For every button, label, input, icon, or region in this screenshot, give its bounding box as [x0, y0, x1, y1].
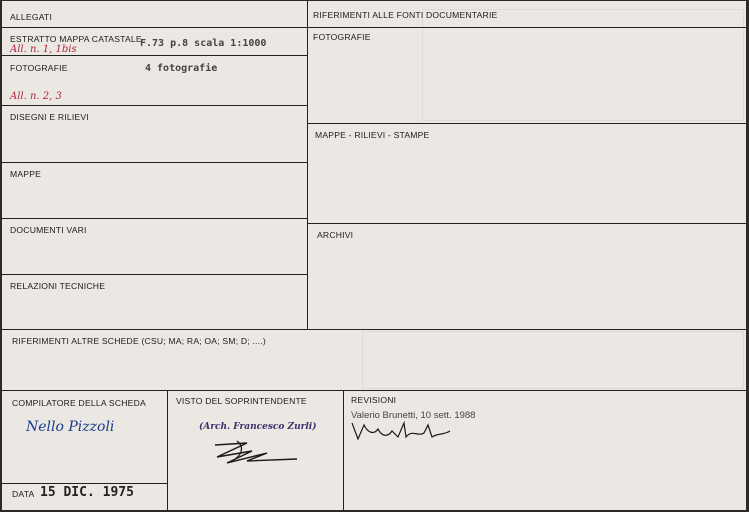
- catalog-form-sheet: [2, 1, 746, 510]
- documenti-vari-label: DOCUMENTI VARI: [10, 225, 87, 235]
- fonti-fotografie-label: FOTOGRAFIE: [313, 32, 371, 42]
- rule-column-divider: [307, 1, 308, 329]
- show-through-grid: [362, 331, 744, 389]
- soprintendente-stamp: (Arch. Francesco Zurli): [199, 422, 317, 432]
- rule-left: [2, 162, 307, 163]
- visto-soprintendente-label: VISTO DEL SOPRINTENDENTE: [176, 396, 307, 406]
- relazioni-tecniche-label: RELAZIONI TECNICHE: [10, 281, 106, 291]
- estratto-mappa-typed: F.73 p.8 scala 1:1000: [140, 38, 267, 49]
- rule-left: [2, 218, 307, 219]
- revisioni-label: REVISIONI: [351, 395, 397, 405]
- data-label: DATA: [12, 489, 35, 499]
- disegni-rilievi-label: DISEGNI E RILIEVI: [10, 112, 89, 122]
- rule-bottom-divider: [343, 390, 344, 510]
- rule-right: [307, 123, 746, 124]
- rule-left: [2, 55, 307, 56]
- mappe-rilievi-stampe-label: MAPPE - RILIEVI - STAMPE: [315, 130, 430, 140]
- rule-left: [2, 274, 307, 275]
- riferimenti-fonti-header: RIFERIMENTI ALLE FONTI DOCUMENTARIE: [313, 10, 498, 20]
- rule-full: [2, 329, 746, 330]
- rule-right: [307, 223, 746, 224]
- riferimenti-altre-schede-label: RIFERIMENTI ALTRE SCHEDE (CSU; MA; RA; OA; SM; D; ....): [12, 336, 266, 346]
- fotografie-note: All. n. 2, 3: [10, 91, 62, 102]
- rule-date: [2, 483, 167, 484]
- date-stamp: 15 DIC. 1975: [40, 485, 134, 500]
- revisioni-text: Valerio Brunetti, 10 sett. 1988: [351, 410, 476, 421]
- estratto-mappa-label: ESTRATTO MAPPA CATASTALE: [10, 34, 142, 44]
- rule-top: [2, 27, 746, 28]
- allegati-header: ALLEGATI: [10, 12, 53, 22]
- fotografie-label: FOTOGRAFIE: [10, 63, 68, 73]
- rule-bottom-divider: [167, 390, 168, 510]
- compilatore-label: COMPILATORE DELLA SCHEDA: [12, 398, 146, 408]
- rule-left: [2, 105, 307, 106]
- estratto-mappa-note: All. n. 1, 1bis: [10, 44, 77, 55]
- fotografie-typed: 4 fotografie: [145, 63, 218, 74]
- compilatore-signature: Nello Pizzoli: [26, 419, 115, 435]
- mappe-label: MAPPE: [10, 169, 42, 179]
- rule-full: [2, 390, 746, 391]
- soprintendente-signature: [207, 435, 307, 465]
- archivi-label: ARCHIVI: [317, 230, 354, 240]
- show-through-grid: [422, 9, 744, 121]
- revisioni-signature: [348, 419, 458, 443]
